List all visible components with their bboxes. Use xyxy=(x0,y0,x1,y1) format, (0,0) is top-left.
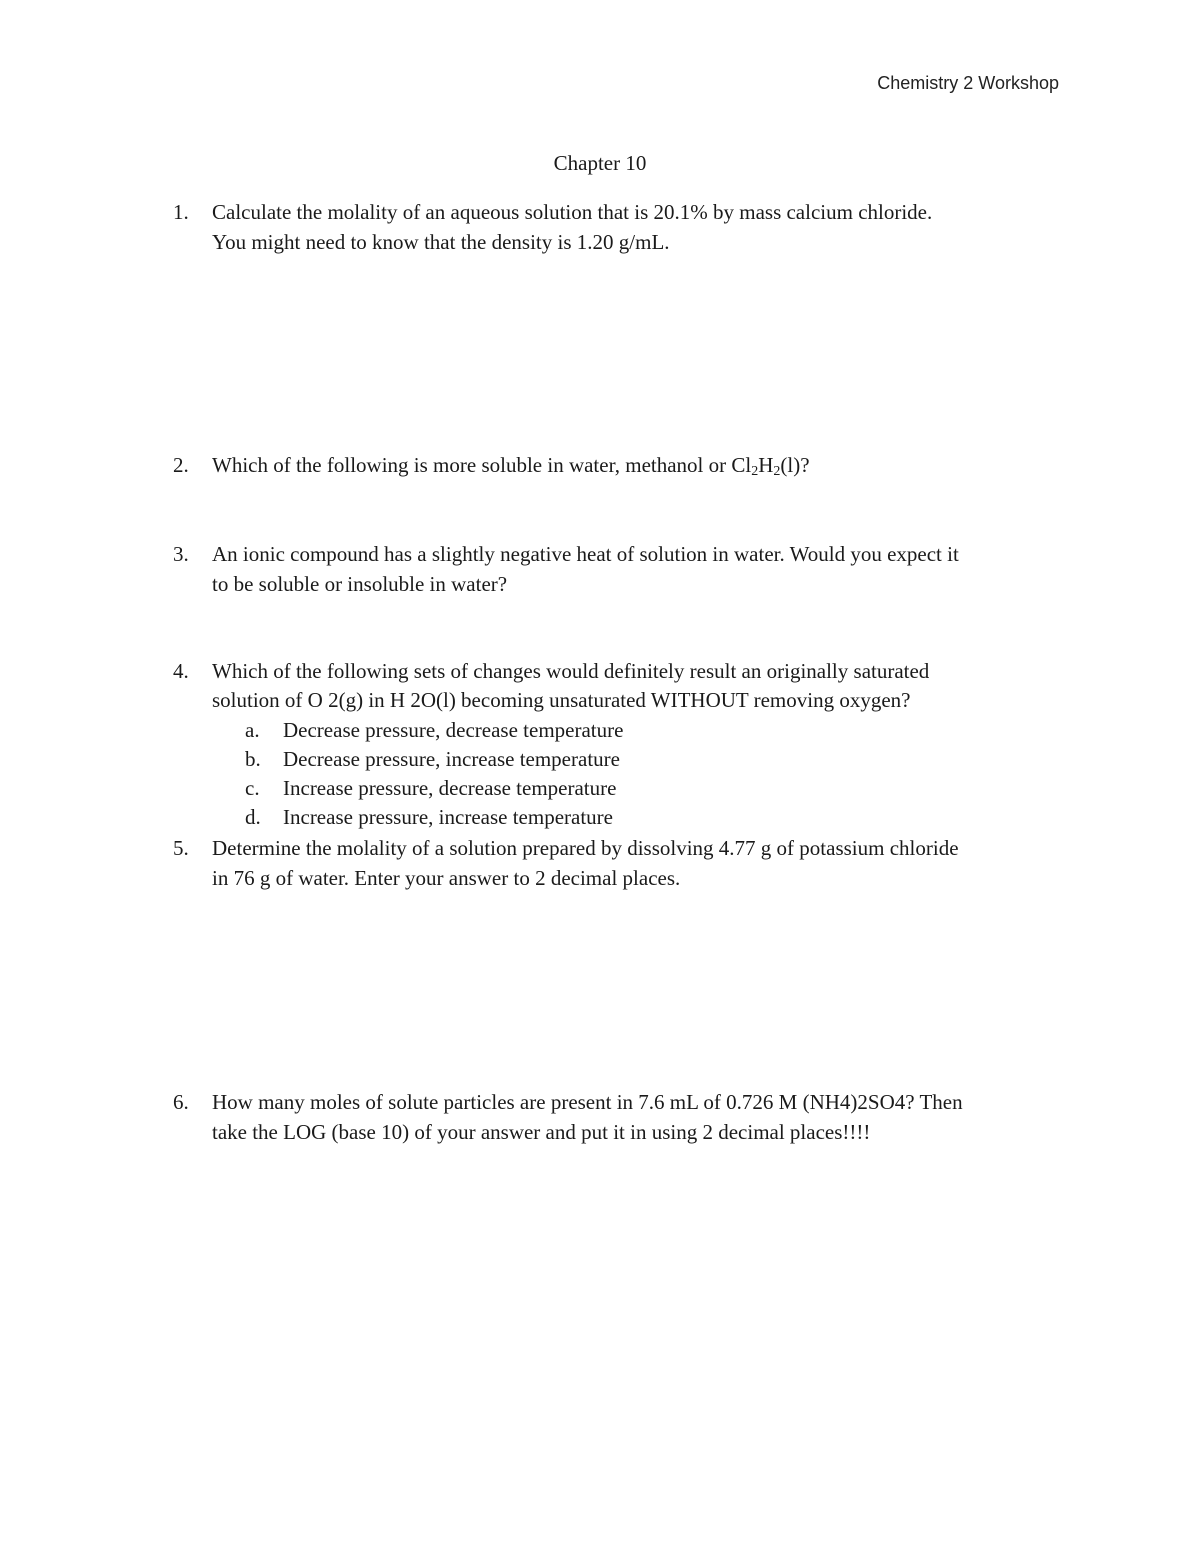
question-number: 3. xyxy=(173,542,189,566)
question-6 xyxy=(173,1087,1063,1147)
question-2 xyxy=(173,450,1063,480)
option-letter: b. xyxy=(245,746,261,771)
option-text: Decrease pressure, increase temperature xyxy=(283,746,620,771)
option-letter: d. xyxy=(245,805,261,830)
answer-option-d xyxy=(245,803,1063,832)
question-text-line: Which of the following sets of changes would definitely result an originally saturated xyxy=(212,659,930,683)
question-text-part: (l)? xyxy=(780,453,810,477)
question-text-line: to be soluble or insoluble in water? xyxy=(212,572,508,596)
answer-option-a xyxy=(245,716,1063,745)
question-number: 5. xyxy=(173,836,189,860)
question-number: 4. xyxy=(173,659,189,683)
subscript: 2 xyxy=(751,464,759,479)
question-text-line: How many moles of solute particles are present in 7.6 mL of 0.726 M (NH4)2SO4? Then xyxy=(212,1090,963,1114)
question-text-line: You might need to know that the density is 1.20 g/mL. xyxy=(212,230,670,254)
question-text-line: An ionic compound has a slightly negative heat of solution in water. Would you expect it xyxy=(212,542,959,566)
question-text-line: Calculate the molality of an aqueous solution that is 20.1% by mass calcium chloride. xyxy=(212,200,933,224)
question-text-line: Determine the molality of a solution prepared by dissolving 4.77 g of potassium chloride xyxy=(212,836,959,860)
option-letter: a. xyxy=(245,717,260,742)
answer-option-b xyxy=(245,745,1063,774)
page-header: Chemistry 2 Workshop xyxy=(877,73,1059,93)
question-text-line xyxy=(212,450,1063,480)
question-4 xyxy=(173,657,1063,833)
question-3 xyxy=(173,539,1063,599)
answer-option-c xyxy=(245,774,1063,803)
question-text-line: solution of O 2(g) in H 2O(l) becoming unsaturated WITHOUT removing oxygen? xyxy=(212,688,911,713)
option-text: Increase pressure, decrease temperature xyxy=(283,776,617,801)
option-text: Increase pressure, increase temperature xyxy=(283,805,613,830)
subscript: 2 xyxy=(773,464,781,479)
question-1 xyxy=(173,197,1063,257)
question-number: 1. xyxy=(173,200,189,224)
question-text-part: Which of the following is more soluble in water, methanol or Cl xyxy=(212,453,752,477)
page-title: Chapter 10 xyxy=(553,151,647,175)
option-letter: c. xyxy=(245,776,260,801)
question-number: 6. xyxy=(173,1090,189,1114)
question-number: 2. xyxy=(173,453,189,477)
question-text-line: take the LOG (base 10) of your answer and put it in using 2 decimal places!!!! xyxy=(212,1120,871,1144)
question-5 xyxy=(173,833,1063,893)
option-text: Decrease pressure, decrease temperature xyxy=(283,717,624,742)
question-text-line: in 76 g of water. Enter your answer to 2 decimal places. xyxy=(212,866,681,890)
question-text-part: H xyxy=(758,453,774,477)
